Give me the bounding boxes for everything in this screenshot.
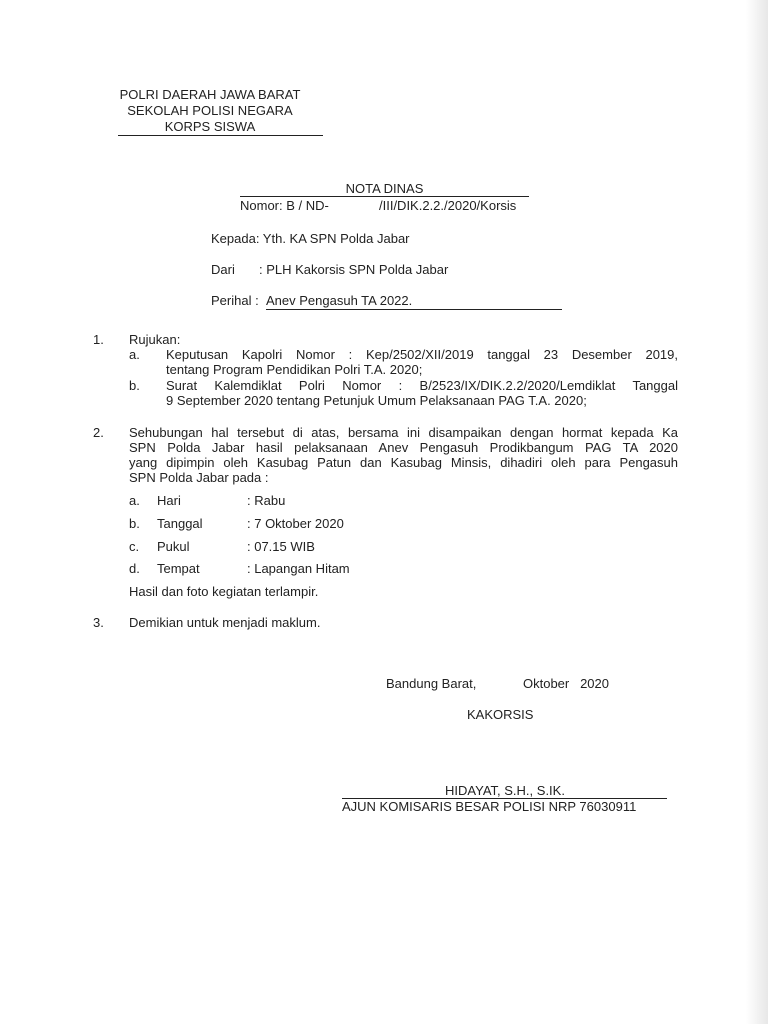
detail-c-letter: c. [129,539,140,554]
detail-c-value: : 07.15 WIB [247,539,315,554]
section-2-number: 2. [93,425,104,440]
section-2-note: Hasil dan foto kegiatan terlampir. [129,584,319,599]
section-2-line-2: SPN Polda Jabar hasil pelaksanaan Anev Pengasuh Prodikbangum PAG TA 2020 [129,440,678,455]
signer-rank: AJUN KOMISARIS BESAR POLISI NRP 76030911 [342,799,637,814]
closing-position: KAKORSIS [467,707,534,722]
detail-d-value: : Lapangan Hitam [247,561,350,576]
detail-b-letter: b. [129,516,140,531]
closing-date: Oktober 2020 [523,676,609,691]
section-2-line-4: SPN Polda Jabar pada : [129,470,269,485]
detail-a-letter: a. [129,493,140,508]
header-line-2: SEKOLAH POLISI NEGARA [127,103,293,118]
detail-a-value: : Rabu [247,493,286,508]
detail-b-label: Tanggal [157,516,203,531]
signer-name: HIDAYAT, S.H., S.IK. [445,783,565,798]
closing-place: Bandung Barat, [386,676,477,691]
document-number-prefix: Nomor: B / ND- [240,198,329,213]
title-overline [240,196,529,197]
header-line-3: KORPS SISWA [164,119,256,134]
section-2-line-3: yang dipimpin oleh Kasubag Patun dan Kasubag Minsis, dihadiri oleh para Pengasuh [129,455,678,470]
reference-b-line-2: 9 September 2020 tentang Petunjuk Umum Pelaksanaan PAG T.A. 2020; [166,393,587,408]
detail-c-label: Pukul [157,539,190,554]
section-3-text: Demikian untuk menjadi maklum. [129,615,321,630]
section-3-number: 3. [93,615,104,630]
section-2-line-1: Sehubungan hal tersebut di atas, bersama ini disampaikan dengan hormat kepada Ka [129,425,678,440]
kepada-line: Kepada: Yth. KA SPN Polda Jabar [211,231,410,246]
header-underline [118,135,323,136]
detail-d-label: Tempat [157,561,200,576]
perihal-underline [266,309,562,310]
reference-a-line-1: Keputusan Kapolri Nomor : Kep/2502/XII/2019 tanggal 23 Desember 2019, [166,347,678,362]
detail-b-value: : 7 Oktober 2020 [247,516,344,531]
detail-d-letter: d. [129,561,140,576]
document-number-suffix: /III/DIK.2.2./2020/Korsis [379,198,517,213]
reference-b-letter: b. [129,378,140,393]
document-title: NOTA DINAS [345,181,424,196]
reference-b-line-1: Surat Kalemdiklat Polri Nomor : B/2523/IX/DIK.2.2/2020/Lemdiklat Tanggal [166,378,678,393]
perihal-label: Perihal : [211,293,259,308]
dari-label: Dari [211,262,235,277]
perihal-value: Anev Pengasuh TA 2022. [266,293,413,308]
reference-a-letter: a. [129,347,140,362]
section-1-title: Rujukan: [129,332,181,347]
dari-value: : PLH Kakorsis SPN Polda Jabar [259,262,449,277]
reference-a-line-2: tentang Program Pendidikan Polri T.A. 2020; [166,362,423,377]
page-edge-shadow [746,0,768,1024]
header-line-1: POLRI DAERAH JAWA BARAT [119,87,301,102]
detail-a-label: Hari [157,493,181,508]
section-1-number: 1. [93,332,104,347]
